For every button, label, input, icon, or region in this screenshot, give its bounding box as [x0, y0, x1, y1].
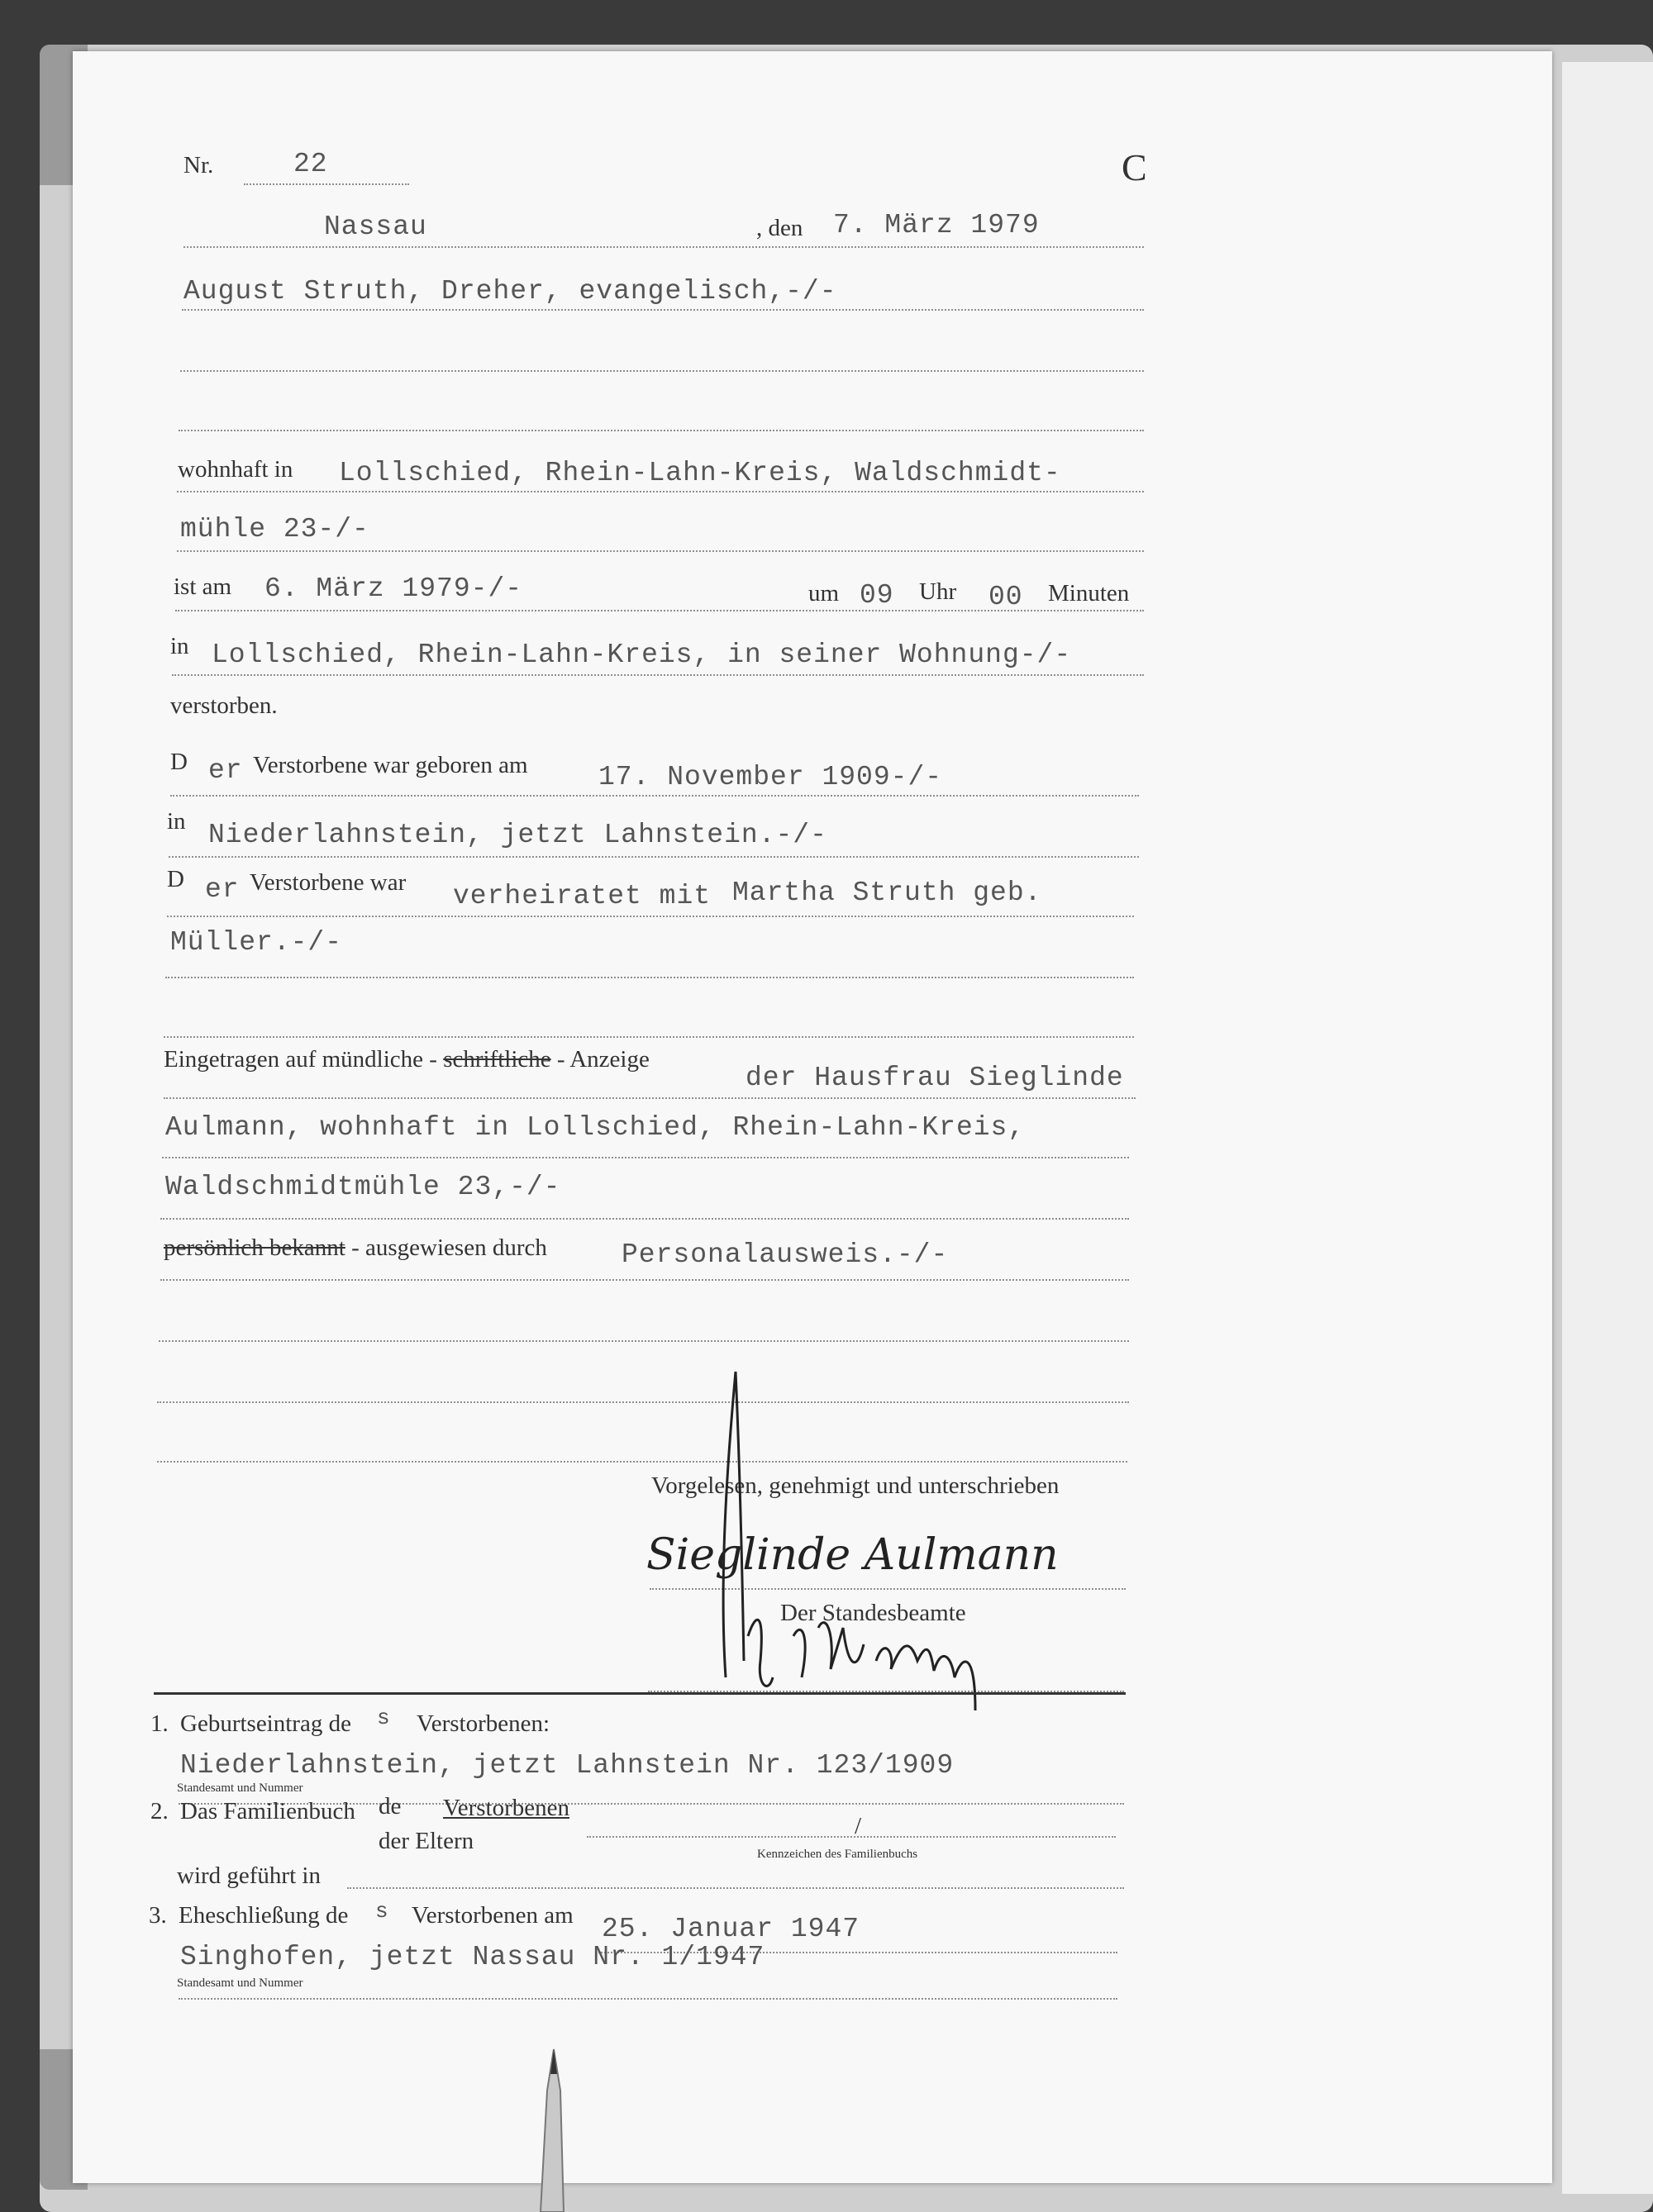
spouse-line1: Martha Struth geb.: [732, 878, 1042, 908]
item2-slash: /: [855, 1813, 862, 1839]
residence-line-a: [177, 491, 1144, 492]
item2-eltern: der Eltern: [379, 1828, 474, 1854]
den-label: , den: [756, 215, 803, 241]
item2-number: 2.: [150, 1798, 169, 1824]
item2-label: Das Familienbuch: [180, 1798, 355, 1824]
item2-gefuehrt-label: wird geführt in: [177, 1862, 321, 1889]
item2-de: de: [379, 1793, 402, 1820]
spouse-line2: Müller.-/-: [170, 927, 343, 958]
marriage-date: 25. Januar 1947: [602, 1914, 860, 1944]
death-date: 6. März 1979-/-: [264, 573, 523, 604]
death-date-line: [175, 610, 1144, 611]
death-in-label: in: [170, 633, 189, 659]
informant-desc-line2: Aulmann, wohnhaft in Lollschied, Rhein-Lahn-Kreis,: [165, 1112, 1026, 1143]
informant-signature: Sieglinde Aulmann: [646, 1530, 1059, 1580]
marital-gender-suffix: er: [205, 874, 240, 905]
registration-line-2: [162, 1157, 1129, 1158]
birth-place: Niederlahnstein, jetzt Lahnstein.-/-: [208, 820, 827, 850]
facing-page-edge: [1562, 62, 1653, 2194]
birth-place-line: [169, 856, 1139, 858]
item2-gefuehrt-line: [347, 1887, 1124, 1889]
informant-line1: August Struth, Dreher, evangelisch,-/-: [183, 276, 837, 307]
uhr-label: Uhr: [919, 578, 957, 605]
item1-label2: Verstorbenen:: [417, 1710, 550, 1737]
death-place: Lollschied, Rhein-Lahn-Kreis, in seiner Wohnung-/-: [212, 640, 1072, 670]
entry-number: 22: [293, 149, 328, 179]
residence-line1: Lollschied, Rhein-Lahn-Kreis, Waldschmidt-: [339, 458, 1061, 488]
item3-label2: Verstorbenen am: [412, 1902, 574, 1929]
read-approved-label: Vorgelesen, genehmigt und unterschrieben: [651, 1472, 1060, 1499]
item1-label: Geburtseintrag de: [180, 1710, 351, 1737]
minuten-label: Minuten: [1048, 580, 1130, 607]
registration-label: Eingetragen auf mündliche - schriftliche - Anzeige: [164, 1046, 650, 1073]
kennzeichen-label: Kennzeichen des Familienbuchs: [757, 1848, 918, 1861]
residence-label: wohnhaft in: [178, 456, 293, 483]
informant-line-3: [179, 430, 1144, 431]
item1-suffix: s: [377, 1705, 390, 1730]
birth-in-label: in: [167, 808, 186, 835]
informant-line-1: [182, 309, 1144, 311]
birth-label: Verstorbene war geboren am: [253, 752, 528, 778]
birth-entry-value: Niederlahnstein, jetzt Lahnstein Nr. 123/1909: [180, 1750, 955, 1781]
registrar-signature: [678, 1363, 1091, 1760]
informant-desc-line3: Waldschmidtmühle 23,-/-: [165, 1172, 561, 1202]
informant-desc-line1: der Hausfrau Sieglinde: [746, 1063, 1124, 1093]
blank-line-1: [159, 1340, 1129, 1342]
footer-rule: [154, 1692, 1126, 1695]
item3-line: [179, 1998, 1117, 2000]
ist-am-label: ist am: [174, 573, 232, 600]
marriage-entry-value: Singhofen, jetzt Nassau Nr. 1/1947: [180, 1942, 765, 1972]
birth-gender-suffix: er: [208, 755, 243, 786]
register-letter: C: [1122, 146, 1147, 188]
marital-d-label: D: [167, 866, 184, 892]
informant-line-2: [180, 370, 1144, 372]
birth-d-label: D: [170, 749, 188, 775]
item3-suffix: s: [375, 1899, 388, 1924]
birth-date-line: [170, 795, 1139, 797]
identification-label: persönlich bekannt - ausgewiesen durch: [164, 1234, 547, 1261]
item2-verstorbenen: Verstorbenen: [443, 1795, 570, 1821]
nr-line: [244, 183, 409, 185]
death-place-line: [172, 674, 1144, 676]
registrar-label: Der Standesbeamte: [780, 1600, 966, 1626]
standesamt-label-1: Standesamt und Nummer: [177, 1781, 303, 1795]
death-minute: 00: [988, 582, 1023, 612]
marital-label: Verstorbene war: [250, 869, 407, 896]
marital-line-a: [167, 916, 1134, 917]
death-hour: 09: [860, 580, 894, 611]
pen-tip: [504, 2041, 587, 2212]
identification-line: [160, 1279, 1129, 1281]
um-label: um: [808, 580, 840, 607]
item3-number: 3.: [149, 1902, 167, 1929]
place-value: Nassau: [324, 212, 427, 242]
birth-date: 17. November 1909-/-: [598, 762, 943, 792]
registration-line-3: [160, 1218, 1129, 1220]
item1-number: 1.: [150, 1710, 169, 1737]
registration-line-1: [164, 1097, 1136, 1099]
nr-label: Nr.: [183, 152, 214, 178]
marital-status: verheiratet mit: [453, 881, 712, 911]
item2-line: [587, 1836, 1116, 1838]
registration-date: 7. März 1979: [833, 210, 1040, 240]
identification-value: Personalausweis.-/-: [622, 1239, 949, 1270]
place-line: [183, 246, 1144, 248]
residence-line-b: [177, 550, 1144, 552]
item3-label: Eheschließung de: [179, 1902, 349, 1929]
marital-line-c: [164, 1036, 1134, 1038]
marital-line-b: [165, 977, 1134, 978]
residence-line2: mühle 23-/-: [180, 514, 369, 545]
standesamt-label-2: Standesamt und Nummer: [177, 1977, 303, 1990]
verstorben-label: verstorben.: [170, 692, 278, 719]
